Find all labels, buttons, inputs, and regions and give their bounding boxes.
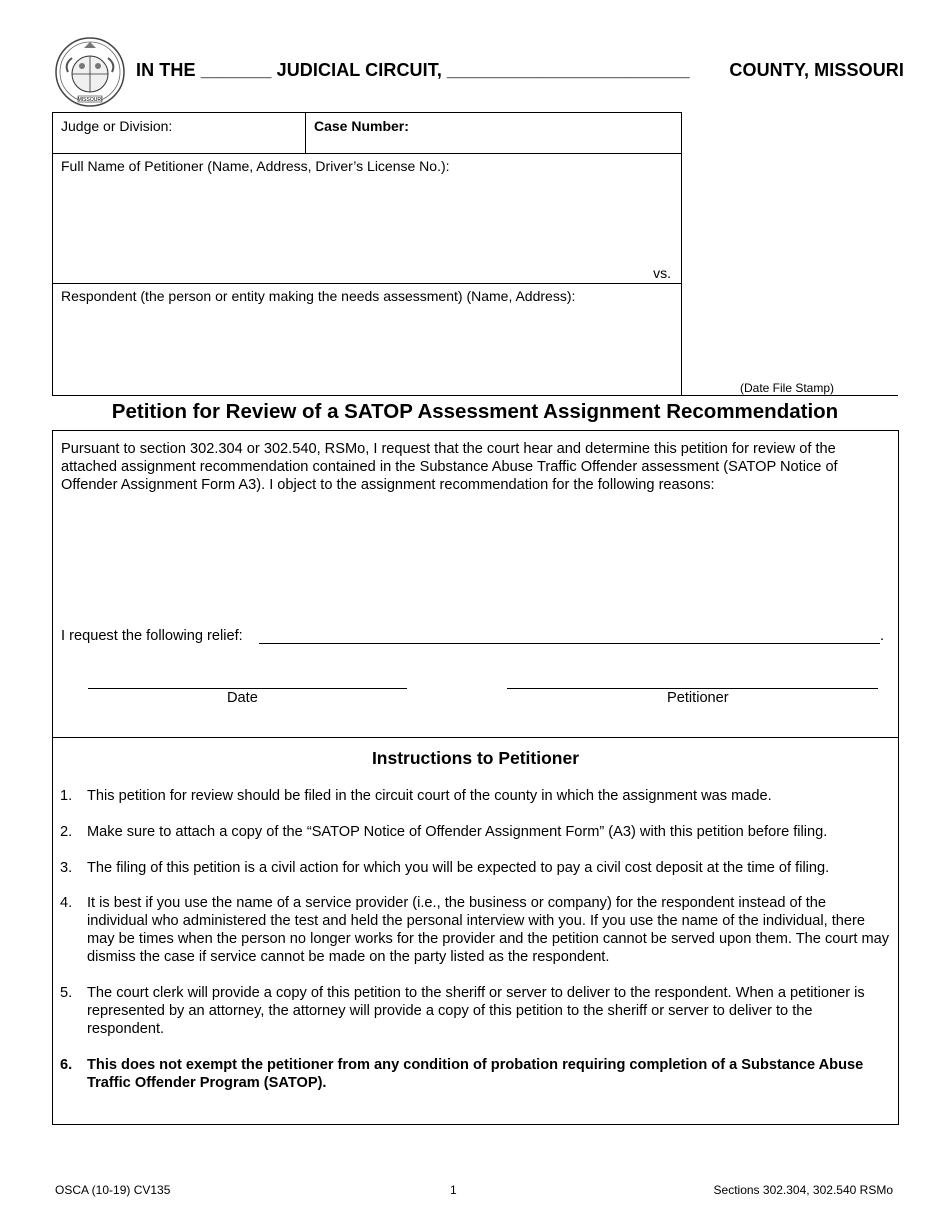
date-file-stamp-label: (Date File Stamp) (740, 381, 835, 395)
instruction-item (60, 1056, 890, 1092)
relief-input-line[interactable] (259, 643, 880, 644)
instructions-heading: Instructions to Petitioner (371, 748, 580, 768)
instruction-text: The filing of this petition is a civil action for which you will be expected to pay a civil cost deposit at the time of filing. (87, 860, 830, 876)
instruction-text: This does not exempt the petitioner from any condition of probation requiring completion of a Substance Abuse Traffic Offender Program (SATOP). (87, 1057, 864, 1091)
court-header-left: IN THE _______ JUDICIAL CIRCUIT, ________________________ (136, 60, 690, 80)
relief-period: . (880, 628, 885, 644)
judge-division-label: Judge or Division: (61, 118, 173, 134)
respondent-field[interactable] (52, 283, 682, 396)
judge-division-field[interactable] (52, 112, 306, 154)
instruction-number: 1. (60, 788, 73, 804)
instruction-number: 5. (60, 985, 73, 1001)
instruction-item (60, 859, 890, 877)
file-stamp-line (681, 395, 898, 396)
instruction-item (60, 823, 890, 841)
instruction-item (60, 984, 890, 1038)
instruction-number: 4. (60, 895, 73, 911)
petitioner-field[interactable] (52, 153, 682, 284)
case-number-label: Case Number: (314, 118, 409, 134)
footer-form-id: OSCA (10-19) CV135 (55, 1183, 171, 1197)
form-title: Petition for Review of a SATOP Assessment Assignment Recommendation (111, 400, 839, 423)
instruction-item (60, 894, 890, 966)
footer-statute: Sections 302.304, 302.540 RSMo (713, 1183, 893, 1197)
court-header-right: COUNTY, MISSOURI (729, 60, 904, 80)
seal-text: MISSOURI (77, 97, 103, 103)
instruction-text: This petition for review should be filed in the circuit court of the county in which the assignment was made. (87, 788, 772, 804)
instruction-number: 2. (60, 824, 73, 840)
vs-label: vs. (653, 265, 671, 281)
instruction-text: The court clerk will provide a copy of this petition to the sheriff or server to deliver to the respondent. When a petitioner is represented by an attorney, the attorney will provide a copy of this petition to the sheriff or server to deliver to the respondent. (87, 985, 865, 1037)
instruction-text: Make sure to attach a copy of the “SATOP Notice of Offender Assignment Form” (A3) with this petition before filing. (87, 824, 828, 840)
instruction-number: 3. (60, 860, 73, 876)
missouri-state-seal (54, 36, 126, 108)
section-divider (52, 737, 899, 738)
footer-page-number: 1 (450, 1183, 457, 1197)
petitioner-signature-label: Petitioner (667, 690, 729, 706)
date-label: Date (227, 690, 258, 706)
instruction-item (60, 787, 890, 805)
relief-label: I request the following relief: (61, 628, 243, 644)
instruction-text: It is best if you use the name of a service provider (i.e., the business or company) for the respondent instead of the individual who administered the test and held the personal interview with you. If you use the name of the individual, there may be times when the person no longer works for the provider and the petition cannot be served upon them. The court may dismiss the case if service cannot be made on the party listed as the respondent. (87, 895, 890, 965)
petition-body: Pursuant to section 302.304 or 302.540, RSMo, I request that the court hear and determine this petition for review of the attached assignment recommendation contained in the Substance Abuse Traffic Offender assessment (SATOP Notice of Offender Assignment Form A3). I object to the assignment recommendation for the following reasons: (61, 441, 838, 493)
instruction-number: 6. (60, 1057, 73, 1073)
case-number-field[interactable] (305, 112, 682, 154)
petitioner-label: Full Name of Petitioner (Name, Address, Driver’s License No.): (61, 158, 450, 174)
respondent-label: Respondent (the person or entity making the needs assessment) (Name, Address): (61, 288, 576, 304)
court-header (136, 60, 904, 81)
